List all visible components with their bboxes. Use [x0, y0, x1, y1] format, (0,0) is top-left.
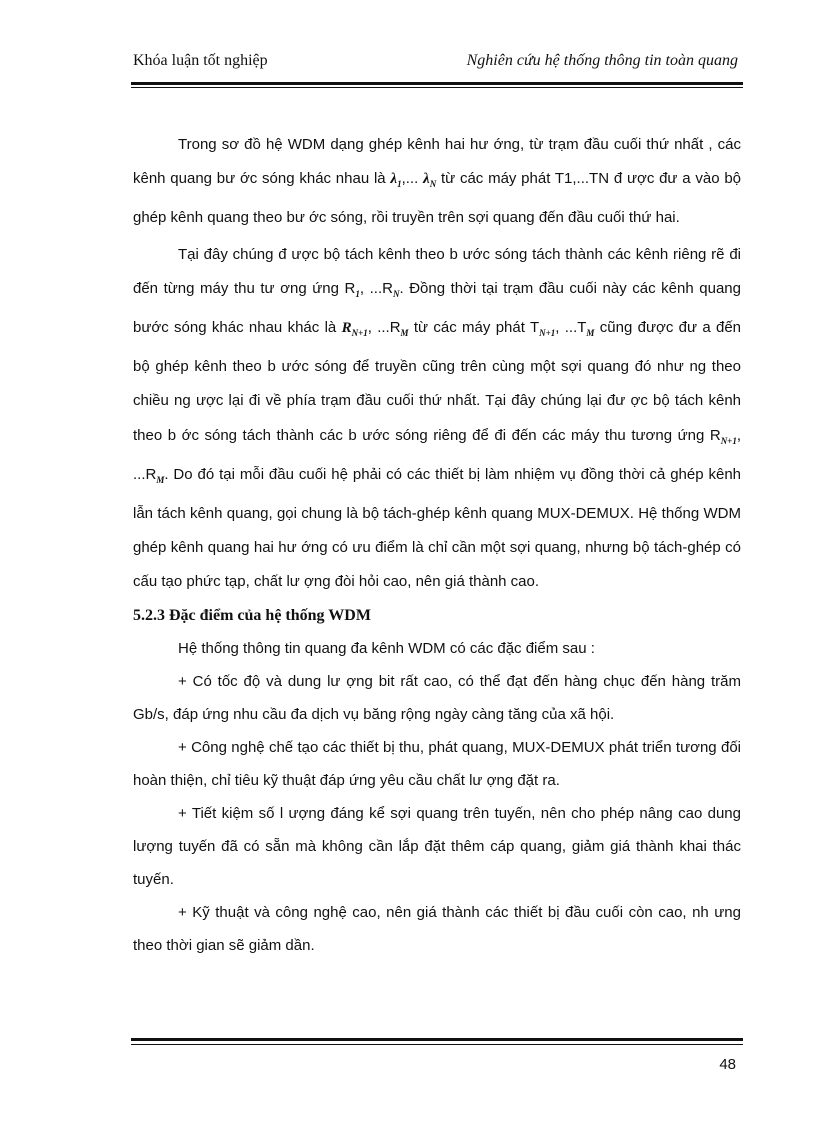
paragraph-3: Hệ thống thông tin quang đa kênh WDM có các đặc điểm sau :: [178, 639, 595, 657]
header-rule: [131, 82, 743, 88]
bullet-paragraph: + Công nghệ chế tạo các thiết bị thu, phát quang, MUX-DEMUX phát triển tương đối hoàn thiện, chỉ tiêu kỹ thuật đáp ứng yêu cầu chất lư ợng đặt ra.: [133, 738, 741, 789]
bullet-paragraph: + Kỹ thuật và công nghệ cao, nên giá thành các thiết bị đầu cuối còn cao, nh ưng theo thời gian sẽ giảm dần.: [133, 903, 741, 954]
page-body: [133, 128, 741, 962]
header-right-title: Nghiên cứu hệ thống thông tin toàn quang: [466, 52, 738, 69]
bullet-paragraph: + Tiết kiệm số l ượng đáng kể sợi quang trên tuyến, nên cho phép nâng cao dung lượng tuyến đã có sẵn mà không cần lắp đặt thêm cáp quang, giảm giá thành khai thác tuyến.: [133, 804, 741, 888]
page-number: 48: [719, 1056, 736, 1073]
lambda-symbol: λ: [390, 171, 398, 188]
bullet-paragraph: + Có tốc độ và dung lư ợng bit rất cao, có thể đạt đến hàng chục đến hàng trăm Gb/s, đáp ứng nhu cầu đa dịch vụ băng rộng ngày càng tăng của xã hội.: [133, 672, 741, 723]
section-heading: 5.2.3 Đặc điểm của hệ thống WDM: [133, 606, 371, 624]
paragraph-1: Trong sơ đồ hệ WDM dạng ghép kênh hai hư ớng, từ trạm đầu cuối thứ nhất , các kênh quang bư ớc sóng khác nhau là $\lambda_1$,... $\lambda_N$ từ các máy phát T1,...TN đ ược đư a vào bộ ghép kênh quang theo bư ớc sóng, rồi truyền trên sợi quang đến đầu cuối thứ hai.: [133, 136, 742, 227]
paragraph-2: Tại đây chúng đ ược bộ tách kênh theo b ước sóng tách thành các kênh riêng rẽ đi đến từng máy thu tư ơng ứng $R_1$, $...R_N$. Đồng thời tại trạm đầu cuối này các kênh quang bước sóng khác nhau khác là $R_{N+1}$, $...R_M$ từ các máy phát $T_{N+1}$, $...T_M$ cũng được đư a đến bộ ghép kênh theo b ước sóng để truyền cũng trên cùng một sợi quang đó như ng theo chiều ng ược lại đi về phía trạm đầu cuối thứ nhất. Tại đây chúng lại đư ợc bộ tách kênh theo b ớc sóng tách thành các b ước sóng riêng để đi đến các máy thu tương ứng $R_{N+1}$, $...R_M$. Do đó tại mỗi đầu cuối hệ phải có các thiết bị làm nhiệm vụ đồng thời cả ghép kênh lẫn tách kênh quang, gọi chung là bộ tách-ghép kênh quang MUX-DEMUX. Hệ thống WDM ghép kênh quang hai hư ớng có ưu điểm là chỉ cần một sợi quang, nhưng bộ tách-ghép có cấu tạo phức tạp, chất lư ợng đòi hỏi cao, nên giá thành cao.: [133, 245, 742, 591]
lambda-symbol: λ: [423, 171, 430, 188]
header-left-title: Khóa luận tốt nghiệp: [133, 52, 268, 69]
footer-rule: [131, 1038, 743, 1045]
